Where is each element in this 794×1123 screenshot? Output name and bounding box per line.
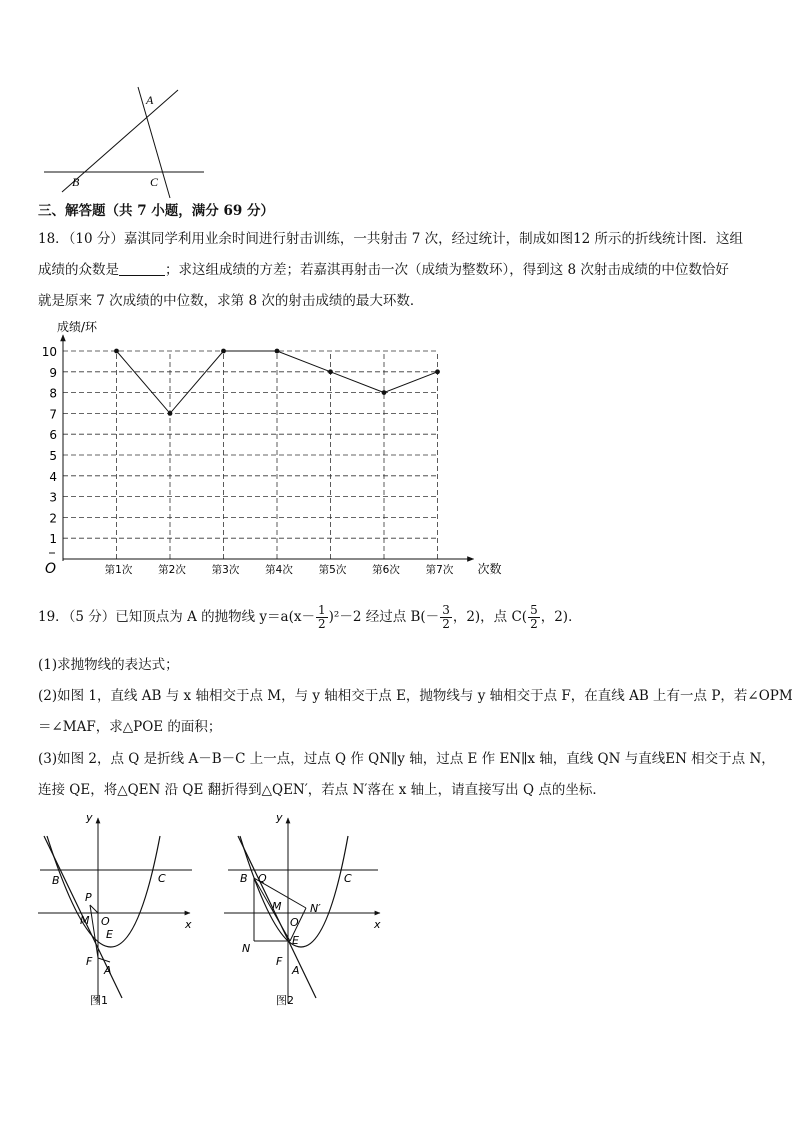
section-heading: 三、解答题（共 7 小题，满分 69 分）: [38, 203, 274, 219]
fig1-label-F: F: [86, 955, 93, 968]
q19-part1: (1)求抛物线的表达式；: [38, 657, 179, 673]
fig1-label-O: O: [101, 915, 110, 928]
data-point-4: [275, 349, 280, 354]
q19-part3-line2: 连接 QE，将△QEN 沿 QE 翻折得到△QEN′，若点 N′落在 x 轴上，请直接写出 Q 点的坐标．: [38, 782, 606, 798]
fig1-caption: 图1: [90, 994, 108, 1007]
xtick-label: 第1次: [104, 564, 133, 576]
fraction-five-halves: $\frac{5}{2}$: [530, 603, 538, 631]
ytick-label: 2: [49, 511, 57, 526]
fig1-parabola: [47, 836, 160, 947]
q19-intro-c: ，2)，点 C(: [452, 609, 528, 625]
fig1-label-P: P: [85, 891, 92, 904]
ytick-label: 4: [49, 469, 57, 484]
fig2-label-M: M: [272, 900, 282, 913]
answer-blank[interactable]: [119, 261, 165, 276]
q19-intro: [38, 602, 582, 632]
ytick-label: 1: [49, 532, 57, 547]
q18-line2-a: 成绩的众数是: [38, 262, 119, 278]
fig1-label-C: C: [158, 872, 166, 885]
figure-2: [218, 808, 398, 1013]
fig2-label-Q: Q: [258, 872, 267, 885]
q19-intro-a: 19．（5 分）已知顶点为 A 的抛物线 y＝a(x－: [38, 609, 315, 625]
ytick-label: 10: [41, 345, 57, 359]
data-point-3: [221, 349, 226, 354]
q18-line1: 18．（10 分）嘉淇同学利用业余时间进行射击训练，一共射击 7 次，经过统计，制成如图12 所示的折线统计图．这组: [38, 231, 744, 247]
fig1-label-E: E: [106, 928, 113, 941]
ytick-label: 8: [49, 386, 57, 401]
q19-part2-line2: ＝∠MAF，求△POE 的面积；: [38, 719, 222, 735]
xtick-label: 第2次: [158, 564, 186, 576]
q18-line2: [38, 260, 729, 280]
fig1-label-M: M: [80, 914, 90, 927]
xtick-label: 第6次: [372, 564, 400, 576]
q19-part2-line1: (2)如图 1，直线 AB 与 x 轴相交于点 M，与 y 轴相交于点 E，抛物线与 y 轴相交于点 F，在直线 AB 上有一点 P，若∠OPM: [38, 688, 793, 704]
fig1-label-y: y: [86, 811, 93, 824]
ytick-label: 7: [49, 407, 57, 422]
fig2-caption: 图2: [276, 994, 294, 1007]
fig2-parabola: [240, 836, 348, 947]
origin-label: O: [45, 561, 57, 577]
line-chart: [30, 318, 510, 583]
ytick-label: 3: [49, 490, 57, 505]
fig2-label-C: C: [344, 872, 352, 885]
label-B: B: [72, 175, 80, 189]
ytick-label: 9: [49, 365, 57, 380]
fig2-line-AB: [238, 836, 316, 998]
ytick-label: 5: [49, 449, 57, 463]
xtick-label: 第3次: [211, 564, 240, 576]
fig2-label-A: A: [292, 964, 300, 977]
fig2-label-N: N: [242, 942, 251, 955]
data-point-1: [114, 349, 119, 354]
data-point-7: [435, 369, 440, 374]
label-A: A: [146, 93, 154, 107]
fig2-label-x: x: [374, 918, 381, 931]
data-point-2: [168, 411, 173, 416]
fig2-label-B: B: [240, 872, 248, 885]
top-figure-line-AB: [62, 90, 178, 192]
q19-part3-line1: (3)如图 2，点 Q 是折线 A－B－C 上一点，过点 Q 作 QN∥y 轴，过点 E 作 EN∥x 轴，直线 QN 与直线EN 相交于点 N，: [38, 751, 775, 767]
label-C: C: [150, 175, 159, 189]
fig2-label-O: O: [290, 916, 299, 929]
xtick-label: 第5次: [318, 564, 347, 576]
figure-1: [30, 808, 210, 1013]
y-axis-label: 成绩/环: [57, 320, 98, 334]
xtick-label: 第7次: [425, 564, 454, 576]
top-triangle-figure: [30, 80, 230, 200]
ytick-label: 6: [49, 428, 57, 443]
q19-intro-b: )²－2 经过点 B(－: [328, 609, 440, 625]
fig2-label-Np: N′: [310, 902, 321, 915]
fig2-label-E: E: [292, 934, 299, 947]
q19-intro-d: ，2)．: [540, 609, 582, 625]
fig1-label-x: x: [185, 918, 192, 931]
xtick-label: 第4次: [265, 564, 293, 576]
fraction-three-halves: $\frac{3}{2}$: [442, 603, 450, 631]
q18-line2-b: ；求这组成绩的方差；若嘉淇再射击一次（成绩为整数环），得到这 8 次射击成绩的中位数恰好: [165, 262, 729, 278]
fig1-label-B: B: [52, 874, 60, 887]
fig2-label-y: y: [276, 811, 283, 824]
fraction-half: $\frac{1}{2}$: [318, 603, 326, 631]
fig1-label-A: A: [104, 964, 112, 977]
fig2-label-F: F: [276, 955, 283, 968]
data-point-5: [328, 369, 333, 374]
data-point-6: [382, 390, 387, 395]
x-axis-label: 次数: [477, 562, 502, 576]
q18-line3: 就是原来 7 次成绩的中位数，求第 8 次的射击成绩的最大环数．: [38, 293, 424, 309]
